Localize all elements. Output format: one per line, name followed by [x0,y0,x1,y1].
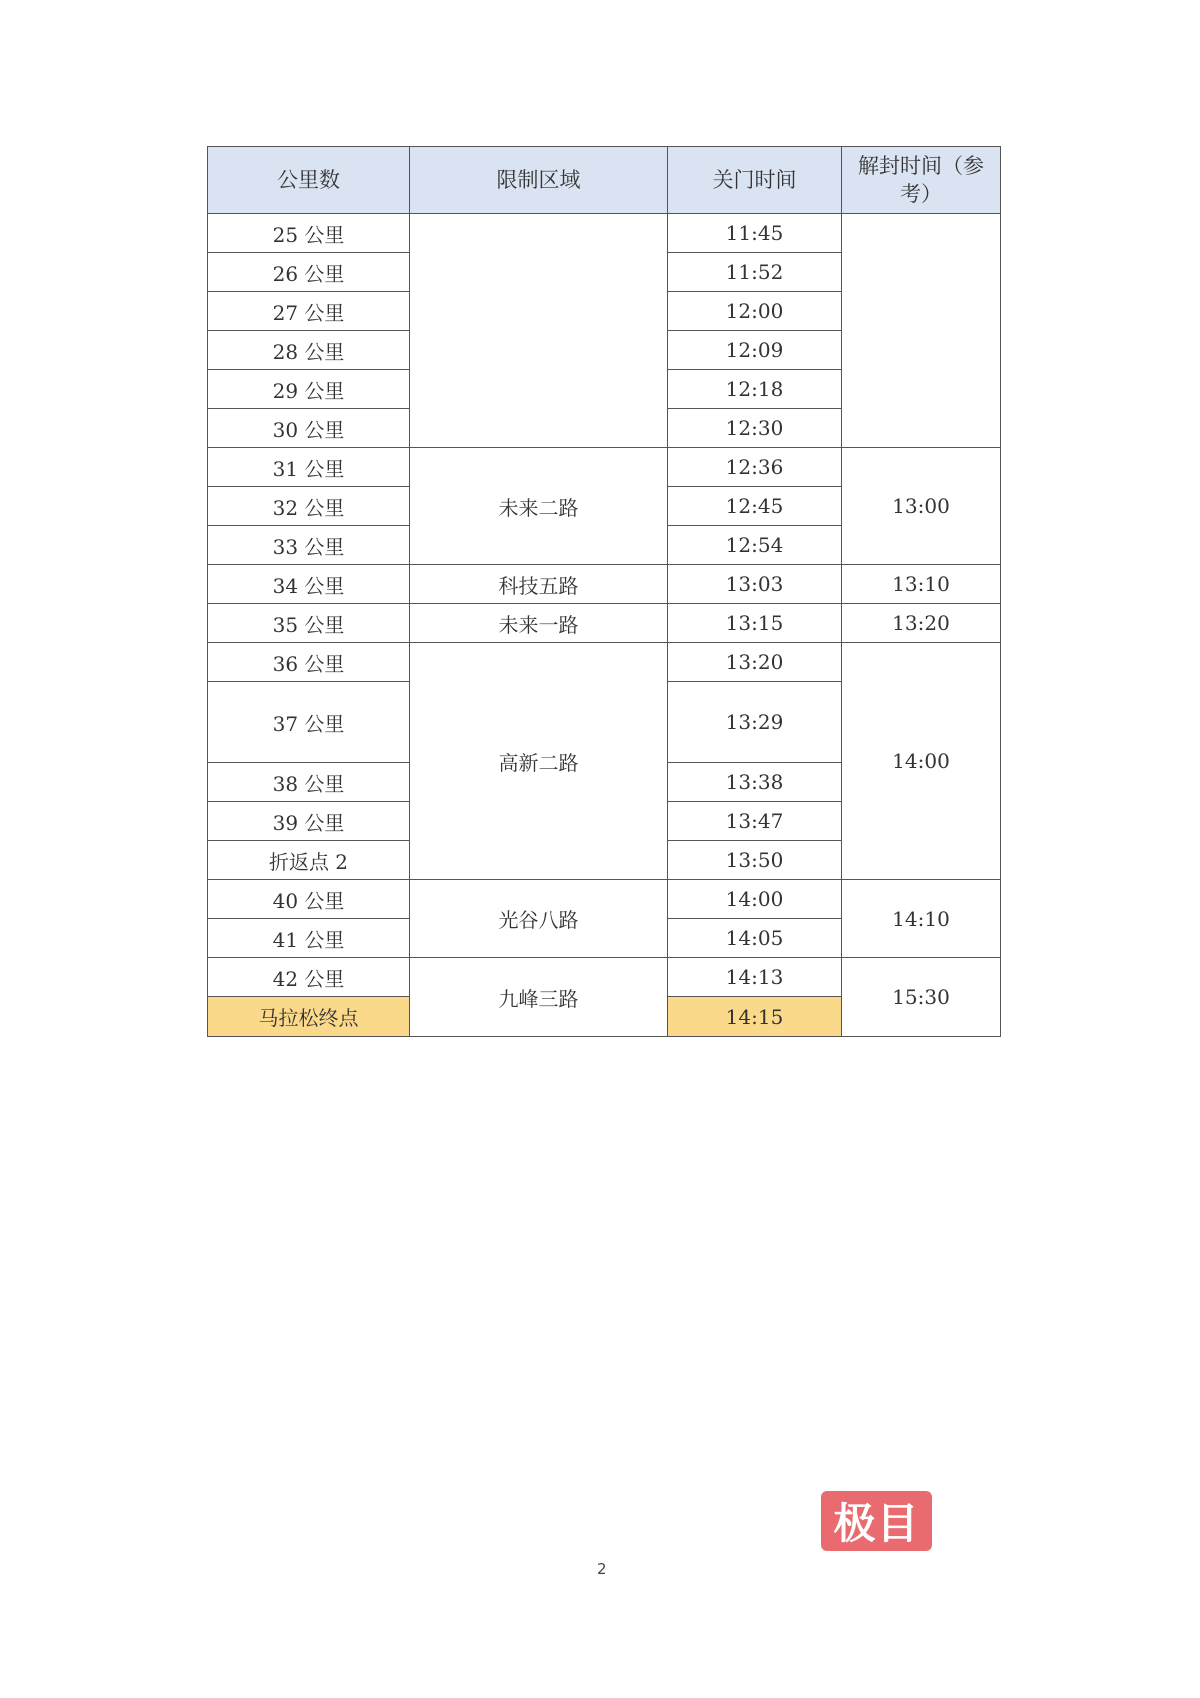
restricted-zone-cell: 光谷八路 [410,880,668,958]
close-time-cell: 14:15 [668,997,842,1036]
close-time-cell: 12:00 [668,292,842,331]
close-time-cell: 12:45 [668,487,842,526]
close-time-cell: 14:13 [668,958,842,997]
distance-cell: 40 公里 [208,880,410,919]
column-header: 解封时间（参考） [842,147,1000,214]
distance-cell: 26 公里 [208,253,410,292]
distance-cell: 28 公里 [208,331,410,370]
restricted-zone-cell: 科技五路 [410,565,668,604]
close-time-cell: 13:47 [668,802,842,841]
distance-cell: 25 公里 [208,214,410,253]
close-time-cell: 12:18 [668,370,842,409]
distance-cell: 33 公里 [208,526,410,565]
restricted-zone-cell [410,214,668,448]
reopen-time-cell: 13:00 [842,448,1000,565]
restricted-zone-cell: 高新二路 [410,643,668,880]
column-header: 限制区域 [410,147,668,214]
close-time-cell: 12:54 [668,526,842,565]
distance-cell: 37 公里 [208,682,410,763]
restricted-zone-cell: 未来一路 [410,604,668,643]
distance-cell: 30 公里 [208,409,410,448]
reopen-time-cell: 13:10 [842,565,1000,604]
reopen-time-cell [842,214,1000,448]
distance-cell: 38 公里 [208,763,410,802]
distance-cell: 29 公里 [208,370,410,409]
distance-cell: 折返点 2 [208,841,410,880]
close-time-cell: 13:50 [668,841,842,880]
close-time-cell: 12:09 [668,331,842,370]
close-time-cell: 12:36 [668,448,842,487]
restricted-zone-cell: 未来二路 [410,448,668,565]
distance-cell: 42 公里 [208,958,410,997]
distance-cell: 35 公里 [208,604,410,643]
close-time-cell: 11:45 [668,214,842,253]
distance-cell: 39 公里 [208,802,410,841]
close-time-cell: 13:20 [668,643,842,682]
reopen-time-cell: 14:00 [842,643,1000,880]
distance-cell: 32 公里 [208,487,410,526]
close-time-cell: 13:38 [668,763,842,802]
close-time-cell: 14:00 [668,880,842,919]
reopen-time-cell: 14:10 [842,880,1000,958]
distance-cell: 36 公里 [208,643,410,682]
distance-cell: 31 公里 [208,448,410,487]
close-time-cell: 13:29 [668,682,842,763]
close-time-cell: 13:15 [668,604,842,643]
jimu-watermark-logo: 极目 [821,1491,932,1551]
distance-cell: 马拉松终点 [208,997,410,1036]
distance-cell: 27 公里 [208,292,410,331]
close-time-cell: 11:52 [668,253,842,292]
distance-cell: 41 公里 [208,919,410,958]
close-time-cell: 13:03 [668,565,842,604]
reopen-time-cell: 15:30 [842,958,1000,1036]
closure-schedule-table [207,146,1001,1037]
column-header: 公里数 [208,147,410,214]
distance-cell: 34 公里 [208,565,410,604]
close-time-cell: 12:30 [668,409,842,448]
column-header: 关门时间 [668,147,842,214]
close-time-cell: 14:05 [668,919,842,958]
reopen-time-cell: 13:20 [842,604,1000,643]
page-number: 2 [597,1560,607,1578]
restricted-zone-cell: 九峰三路 [410,958,668,1036]
